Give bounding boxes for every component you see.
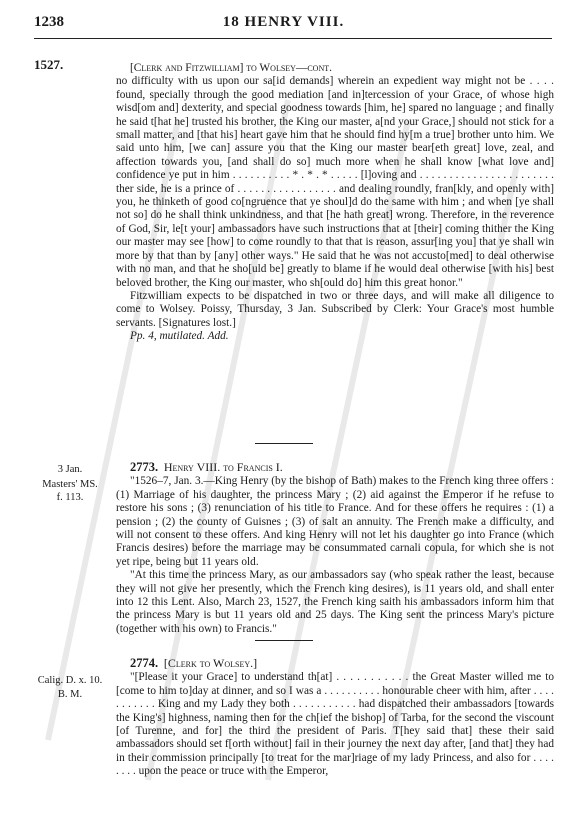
entry-paragraph: Fitzwilliam expects to be dispatched in two or three days, and will make all diligence to come to Wolsey. Poissy, Thursday, 3 Jan. Subscribed by Clerk: Your Grace's most humble servants. [Signatures lost.]: [116, 289, 554, 329]
entry-title: [Clerk to Wolsey.]: [163, 656, 258, 670]
entry-heading: [116, 657, 554, 671]
entry-source: [116, 330, 554, 343]
entry-paragraph: "At this time the princess Mary, as our ambassadors say (who speak rather the least, because they will not give her presently, which the French king desires), is 11 years old, and shall enter into 12 this Lent. Also, March 23, 1527, the French king saith his ambassadors inform him that the princess Mary is but 11 years old and 25 days. The King sent the princess Mary's picture (together with his own) to Francis.": [116, 569, 554, 635]
section-divider: [255, 443, 313, 444]
year-label: 1527.: [34, 57, 64, 72]
running-title: 18 HENRY VIII.: [222, 14, 345, 30]
margin-source-folio: f. 113.: [56, 492, 84, 503]
entry-2773: [116, 461, 554, 636]
source-text: Pp. 4, mutilated. Add.: [130, 330, 229, 343]
entry-2774: [116, 657, 554, 779]
margin-source: Calig. D. x. 10.: [37, 675, 103, 686]
header-rule: [34, 38, 552, 39]
margin-source-location: B. M.: [57, 689, 83, 700]
entry-heading: [116, 461, 554, 475]
entry-paragraph: "1526–7, Jan. 3.—King Henry (by the bishop of Bath) makes to the French king three offers : (1) Marriage of his daughter, the princess Mary ; (2) aid against the Emperor if he refuse to restore his sons ; (3) renunciation of his title to France. And for these offers he requires : (1) a pension ; (2) the county of Guisnes ; (3) of salt an annuity. The French make a difficulty, and will not consent to these offers. And king Henry will not let his daughter go into France (which Francis desires) before the marriage may be consummated carnali copula, for which she is not yet ripe, being but 11 years old.: [116, 475, 554, 568]
page-number: 1238: [34, 14, 64, 30]
entry-title: Henry VIII. to Francis I.: [163, 460, 283, 474]
entry-2772-continuation: [116, 62, 554, 344]
entry-number: 2773.: [130, 460, 159, 474]
margin-date: 3 Jan.: [57, 464, 83, 475]
margin-source: Masters' MS.: [42, 479, 98, 490]
entry-heading: [116, 62, 554, 75]
entry-heading-text: [Clerk and Fitzwilliam] to Wolsey—cont.: [130, 62, 332, 74]
section-divider: [255, 640, 313, 641]
entry-paragraph: "[Please it your Grace] to understand th[at] . . . . . . . . . . . the Great Master willed me to [come to him to]day at dinner, and so I was a . . . . . . . . . . honourable cheer with him, after . . . . . . . . . . . King and my Lady they both . . . . . . . . . . . had dispatched their ambassadors [towards the King's] highness, naming then for the ch[ief the bishop] of Tarba, for the second the viscount [of Turenne, and for] the third the president of Paris. T[hey said that] these their said ambassadors should set f[orth without] fail in their journey the next day after, [and that] they had in their commission principally [to treat for the mar]riage of my lady Princess, and also for . . . . . . . . upon the peace or truce with the Emperor,: [116, 671, 554, 778]
entry-paragraph: no difficulty with us upon our sa[id demands] wherein an expedient way might not be . . . . found, specially through the good mediation [and in]tercession of your Grace, of whose high wisd[om and] dexterity, and special goodness towards [him, he] spared no language ; and finally he said t[hat he] trusted his brother, the King our master, a[nd your Grace,] should not stick for a small matter, and [that his] heart gave him that he should find hy[m a true] brother unto him. We said unto him, [we can] assure you that the King our master bear[eth great] love, zeal, and affection towards you, [and shall do so] much more when he shall know [what love and] confidence ye put in him . . . . . . . . . . * . * . * . . . . . [l]oving and . . . . . . . . . . . . . . . . . . . . . . . ther side, he is a prince of . . . . . . . . . . . . . . . . . and dealing roundly, fran[kly, and openly with] you, he thinketh of good co[ngruence that ye shoul]d do the same with him ; and when [ye shall not so] do he shall think unkindness, and that [he hath great] wrong. Therefore, in the reverence of God, Sir, le[t your] ambassadors have such instructions that at [their] coming thither the King our master may see [how] to come roundly to that that is reason, assur[ing you] that ye shall win more by that than by [any] other ways." He said that he was not accusto[med] to deal otherwise with no man, and that he sho[uld be] greatly to blame if he would deal otherwise [with his] best beloved brother, the King our master, who sh[ould do] him this great honor.": [116, 75, 554, 289]
entry-number: 2774.: [130, 656, 159, 670]
